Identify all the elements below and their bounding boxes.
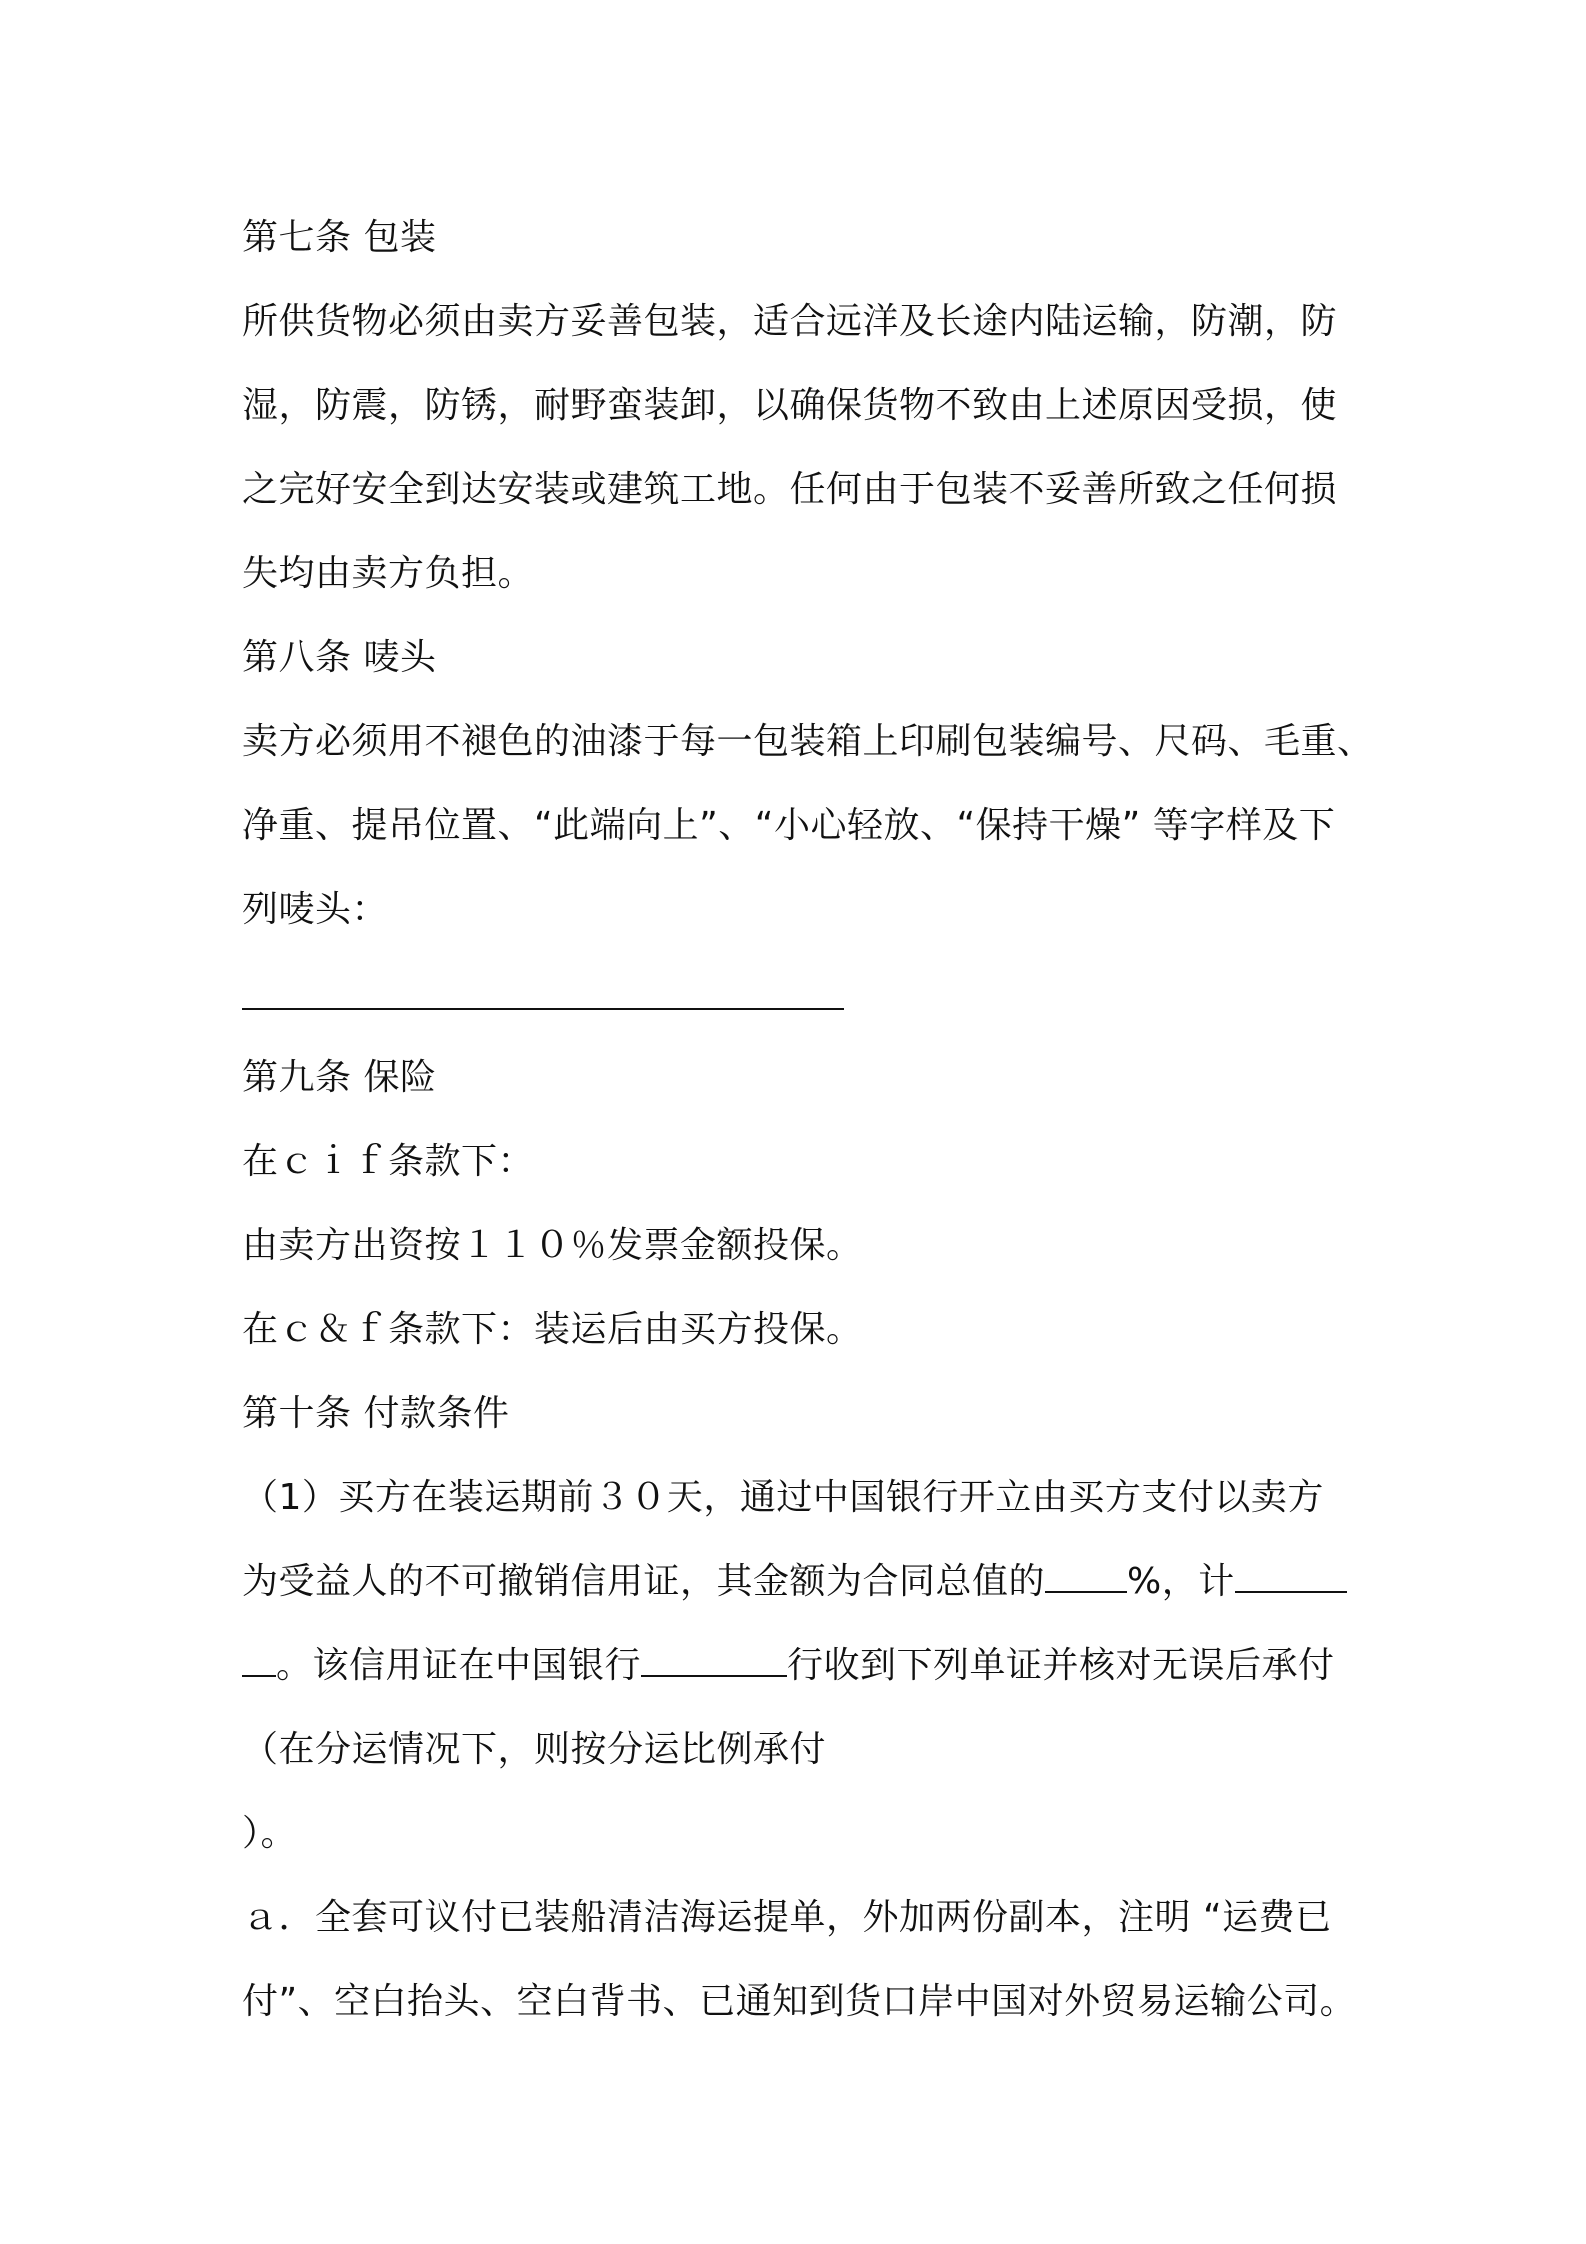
- article-7-heading: 第七条 包装: [242, 217, 437, 258]
- article-9-heading: 第九条 保险: [242, 1057, 437, 1098]
- article-10-text-line: [242, 1624, 1360, 1708]
- article-10-text-segment: 。该信用证在中国银行: [276, 1645, 642, 1686]
- article-8-heading: 第八条 唛头: [242, 637, 437, 678]
- article-10-text-line: （1）买方在装运期前３０天，通过中国银行开立由买方支付以卖方: [242, 1477, 1324, 1518]
- article-9-text-line: 由卖方出资按１１０％发票金额投保。: [242, 1225, 863, 1266]
- bank-branch-blank: [641, 1645, 787, 1677]
- article-10-item-a-line: 付”、空白抬头、空白背书、已通知到货口岸中国对外贸易运输公司。: [242, 1981, 1357, 2022]
- article-8-text-line: 列唛头：: [242, 889, 389, 930]
- article-8-text-line: 净重、提吊位置、“此端向上”、“小心轻放、“保持干燥” 等字样及下: [242, 805, 1336, 846]
- shipping-mark-blank: [242, 952, 1360, 1036]
- article-7-text-line: 失均由卖方负担。: [242, 553, 535, 594]
- article-10-item-a-line: ａ．全套可议付已装船清洁海运提单，外加两份副本，注明 “运费已: [242, 1897, 1332, 1938]
- amount-blank: [1235, 1561, 1347, 1593]
- article-10-text-segment: 行收到下列单证并核对无误后承付: [787, 1645, 1335, 1686]
- article-8-text-line: 卖方必须用不褪色的油漆于每一包装箱上印刷包装编号、尺码、毛重、: [242, 721, 1374, 762]
- article-10-text-segment: 为受益人的不可撤销信用证，其金额为合同总值的: [242, 1561, 1046, 1602]
- article-10-text-line: ）。: [242, 1813, 298, 1854]
- article-7-text-line: 所供货物必须由卖方妥善包装，适合远洋及长途内陆运输，防潮，防: [242, 301, 1338, 342]
- article-7-text-line: 湿，防震，防锈，耐野蛮装卸，以确保货物不致由上述原因受损，使: [242, 385, 1338, 426]
- shipping-mark-underline: [242, 1008, 844, 1010]
- amount-blank-continued: [242, 1645, 276, 1677]
- article-10-text-line: [242, 1540, 1360, 1624]
- article-9-text-line: 在ｃ＆ｆ条款下：装运后由买方投保。: [242, 1309, 863, 1350]
- article-10-heading: 第十条 付款条件: [242, 1393, 510, 1434]
- article-10-text-line: （在分运情况下，则按分运比例承付: [242, 1729, 827, 1770]
- article-10-text-segment: %，计: [1127, 1561, 1235, 1602]
- contract-body: [242, 196, 1374, 2044]
- article-9-text-line: 在ｃｉｆ条款下：: [242, 1141, 535, 1182]
- percentage-blank: [1045, 1561, 1127, 1593]
- article-7-text-line: 之完好安全到达安装或建筑工地。任何由于包装不妥善所致之任何损: [242, 469, 1338, 510]
